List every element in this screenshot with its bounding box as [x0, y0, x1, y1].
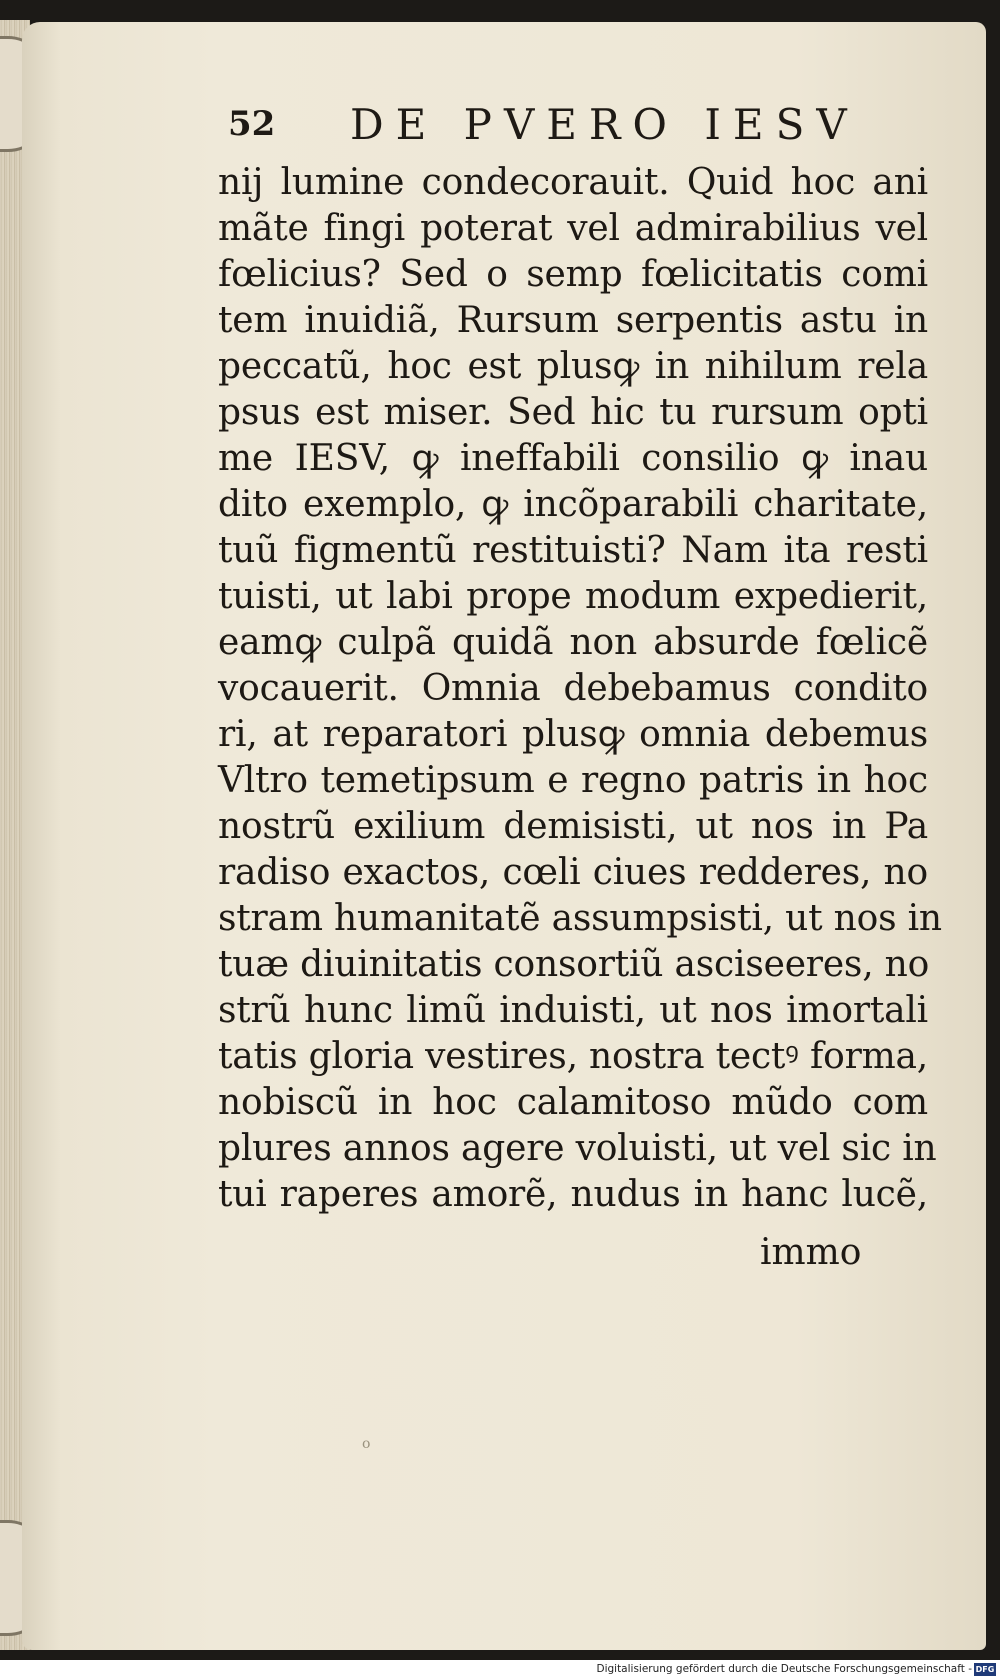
text-line: mãte fingi poterat vel admirabilius vel — [218, 208, 928, 249]
text-line: nobiscũ in hoc calamitoso mũdo com — [218, 1082, 928, 1123]
text-line: plures annos agere voluisti, ut vel sic in — [218, 1128, 937, 1169]
text-line: tui raperes amorẽ, nudus in hanc lucẽ, — [218, 1174, 928, 1215]
text-line: psus est miser. Sed hic tu rursum opti — [218, 392, 928, 433]
text-line: eamꝙ culpã quidã non absurde fœlicẽ — [218, 622, 928, 663]
text-line: Vltro temetipsum e regno patris in hoc — [218, 760, 928, 801]
text-line: strũ hunc limũ induisti, ut nos imortali — [218, 990, 928, 1031]
text-line: peccatũ, hoc est plusꝙ in nihilum rela — [218, 346, 928, 387]
text-line: tuũ figmentũ restituisti? Nam ita resti — [218, 530, 928, 571]
text-line: stram humanitatẽ assumpsisti, ut nos in — [218, 898, 942, 939]
dfg-logo: DFG — [975, 1665, 995, 1674]
text-line: nij lumine condecorauit. Quid hoc ani — [218, 162, 928, 203]
text-line: tatis gloria vestires, nostra tectꝰ forma, — [218, 1036, 929, 1077]
catchword: immo — [760, 1232, 862, 1273]
text-line: tem inuidiã, Rursum serpentis astu in — [218, 300, 928, 341]
text-block — [218, 160, 942, 1218]
text-line: ri, at reparatori plusꝙ omnia debemus — [218, 714, 928, 755]
page-number: 52 — [228, 104, 276, 144]
text-line: radiso exactos, cœli ciues redderes, no — [218, 852, 928, 893]
text-line: tuæ diuinitatis consortiũ asciseeres, no — [218, 944, 930, 985]
text-line: dito exemplo, ꝙ incõparabili charitate, — [218, 484, 928, 525]
funding-credit: Digitalisierung gefördert durch die Deutsche Forschungsgemeinschaft - — [596, 1663, 972, 1675]
text-line: nostrũ exilium demisisti, ut nos in Pa — [218, 806, 928, 847]
text-line: me IESV, ꝙ ineffabili consilio ꝙ inau — [218, 438, 928, 479]
text-line: vocauerit. Omnia debebamus condito — [218, 668, 928, 709]
text-line: tuisti, ut labi prope modum expedierit, — [218, 576, 928, 617]
running-head: DE PVERO IESV — [350, 100, 859, 149]
text-line: fœlicius? Sed o semp fœlicitatis comi — [218, 254, 928, 295]
footer-bar — [0, 1660, 1000, 1679]
paper-speck: o — [362, 1436, 371, 1452]
